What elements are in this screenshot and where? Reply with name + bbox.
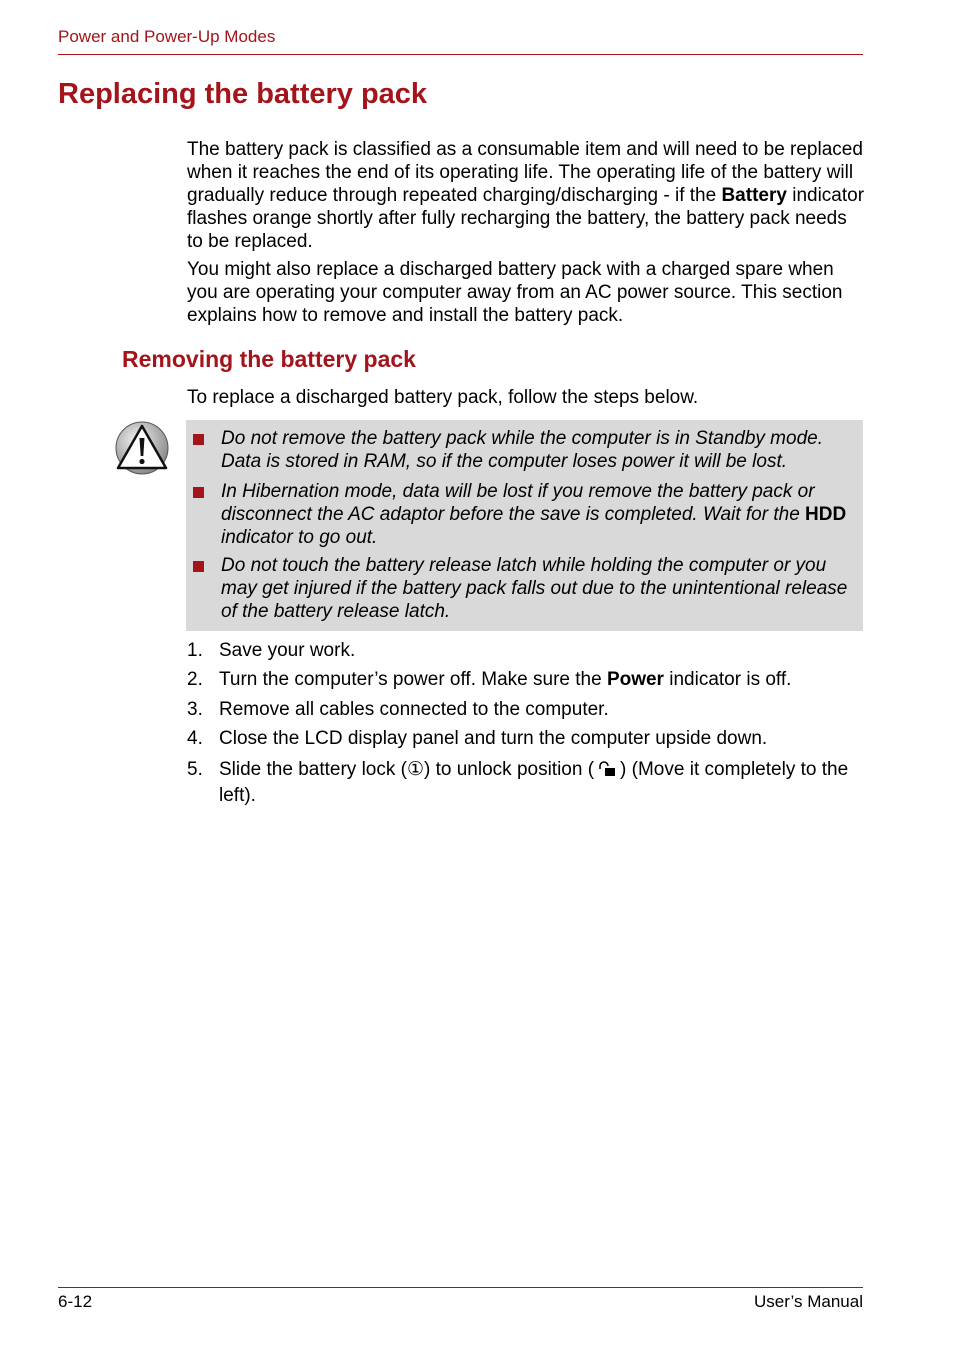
step-number: 2. <box>187 669 203 690</box>
page-title: Replacing the battery pack <box>58 78 428 110</box>
warning-triangle-icon <box>114 420 170 476</box>
bullet-square-icon <box>193 561 204 572</box>
p1-bold-battery: Battery <box>721 185 787 206</box>
step-text: Save your work. <box>219 640 356 661</box>
paragraph-2: You might also replace a discharged battery pack with a charged spare when you are operating your computer away from an AC power source. This section explains how to remove and install the battery pack. <box>187 259 843 326</box>
step-text-after: indicator is off. <box>663 669 792 690</box>
unlock-icon <box>596 760 618 784</box>
footer-page-number: 6-12 <box>58 1292 93 1311</box>
caution-text: Do not touch the battery release latch while holding the computer or you may get injured if the battery pack falls out due to the unintentional release of the battery release latch. <box>221 555 848 622</box>
step-number: 1. <box>187 640 203 661</box>
step-text <box>219 668 867 691</box>
caution-text-after: indicator to go out. <box>221 527 378 548</box>
step-text-before: Turn the computer’s power off. Make sure the <box>219 669 607 690</box>
p1-text-before: The battery pack is classified as a consumable item and will need to be replaced when it reaches the end of its operating life. The operating life of the battery will gradually reduce through repeated charging/discharging - if the <box>187 139 863 206</box>
bullet-square-icon <box>193 434 204 445</box>
intro-text: To replace a discharged battery pack, follow the steps below. <box>187 387 699 408</box>
caution-text <box>221 480 861 549</box>
step-text <box>219 758 867 807</box>
footer-manual-title: User’s Manual <box>754 1292 863 1311</box>
step-text: Close the LCD display panel and turn the computer upside down. <box>219 728 768 749</box>
step-number: 3. <box>187 699 203 720</box>
paragraph-1 <box>187 138 867 253</box>
caution-text: Do not remove the battery pack while the computer is in Standby mode. Data is stored in RAM, so if the computer loses power it will be lost. <box>221 428 823 472</box>
footer-rule <box>58 1287 863 1288</box>
step-number: 4. <box>187 728 203 749</box>
p1-text-after: indicator flashes orange shortly after fully recharging the battery, the battery pack needs to be replaced. <box>187 185 865 252</box>
step-number: 5. <box>187 759 203 780</box>
bullet-square-icon <box>193 487 204 498</box>
step-text: Remove all cables connected to the computer. <box>219 699 609 720</box>
header-section-title: Power and Power-Up Modes <box>58 27 276 46</box>
caution-bold-hdd: HDD <box>805 504 847 525</box>
header-rule <box>58 54 863 55</box>
step-text-after: ) (Move it completely to the left). <box>219 759 849 806</box>
caution-box <box>186 420 863 631</box>
caution-text-before: In Hibernation mode, data will be lost if you remove the battery pack or disconnect the AC adaptor before the save is completed. Wait for the <box>221 481 815 525</box>
step-text-before: Slide the battery lock (①) to unlock position ( <box>219 759 595 780</box>
step-bold-power: Power <box>606 669 664 690</box>
section-heading: Removing the battery pack <box>122 346 416 372</box>
